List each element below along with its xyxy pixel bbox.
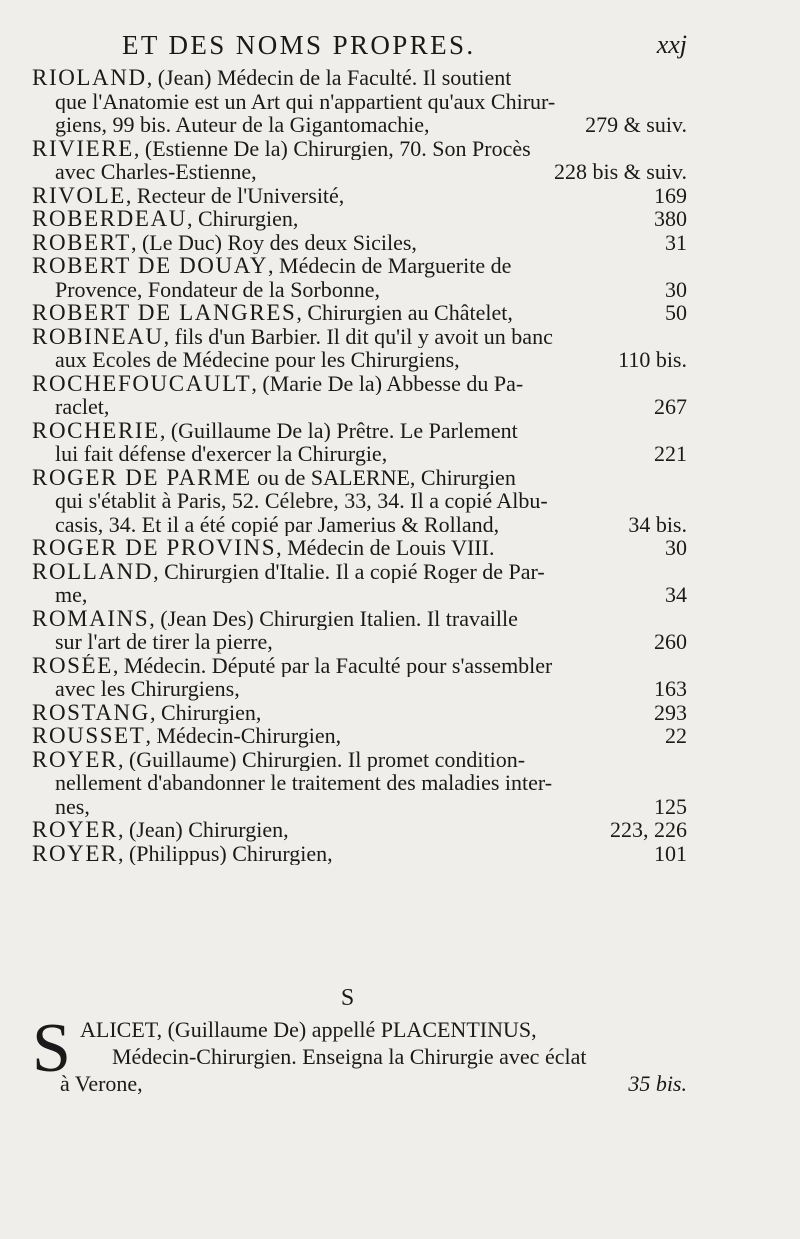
entry-text-group (32, 724, 341, 748)
page-reference: 34 bis. (628, 512, 687, 536)
entry-name: ROYER (32, 818, 118, 842)
entry-text: , Médecin de Louis VIII. (276, 536, 495, 560)
entry-text: Provence, Fondateur de la Sorbonne, (55, 277, 381, 301)
index-entry (32, 419, 687, 466)
entry-text-group (32, 818, 289, 842)
index-entry (32, 325, 687, 372)
page-reference: 110 bis. (618, 348, 687, 372)
index-entry (32, 607, 687, 654)
index-entry (32, 842, 687, 866)
page-reference: 279 & suiv. (585, 113, 687, 137)
entry-text-group (32, 701, 261, 725)
entry-text-group (55, 771, 552, 795)
entry-text-group (55, 90, 555, 114)
entry-name: ROGER DE PARME (32, 465, 252, 489)
entry-text: lui fait défense d'exercer la Chirurgie, (55, 442, 388, 466)
entry-text-group (32, 184, 344, 208)
entry-text: nes, (55, 794, 90, 818)
entry-text: , Chirurgien d'Italie. Il a copié Roger de Par- (153, 559, 545, 583)
entry-text: que l'Anatomie est un Art qui n'appartient qu'aux Chirur- (55, 89, 556, 113)
page-reference: 169 (654, 183, 687, 207)
entry-text: , Médecin. Député par la Faculté pour s'assembler (112, 653, 553, 677)
entry-name: RIVOLE (32, 183, 126, 207)
entry-name: ROCHERIE (32, 418, 160, 442)
entry-text: , (Marie De la) Abbesse du Pa- (251, 371, 524, 395)
index-entry (32, 818, 687, 842)
index-entry (32, 466, 687, 537)
entry-text-group (32, 748, 525, 772)
entry-text: aux Ecoles de Médecine pour les Chirurgiens, (55, 348, 460, 372)
entry-line (32, 184, 687, 208)
entry-line (32, 748, 687, 772)
entry-line (32, 90, 687, 114)
entry-line (32, 842, 687, 866)
page-number: xxj (656, 30, 687, 59)
entry-name: ROBERT DE DOUAY (32, 254, 269, 278)
entry-text: , Médecin-Chirurgien, (145, 724, 342, 748)
entry-text-group (55, 113, 430, 137)
entry-name: ROMAINS (32, 606, 150, 630)
entry-line (32, 466, 687, 490)
entry-text-group (32, 254, 511, 278)
entry-text: à Verone, (60, 1071, 143, 1096)
entry-text: , (Jean) Chirurgien, (117, 818, 289, 842)
entry-line (32, 724, 687, 748)
index-entry (32, 184, 687, 208)
entry-text: nellement d'abandonner le traitement des maladies inter- (55, 771, 553, 795)
index-entry (32, 372, 687, 419)
entry-line (32, 677, 687, 701)
entry-line (32, 560, 687, 584)
index-entry (32, 231, 687, 255)
entry-text: avec Charles-Estienne, (55, 160, 257, 184)
entry-text-group (32, 325, 553, 349)
entry-name: RIVIERE (32, 136, 134, 160)
entry-text: , (Jean Des) Chirurgien Italien. Il travaille (149, 606, 518, 630)
index-entry (32, 560, 687, 607)
entry-line (32, 207, 687, 231)
index-entry (32, 301, 687, 325)
page-reference: 30 (665, 536, 687, 560)
entry-line (112, 1045, 586, 1069)
entry-name: ROSTANG (32, 700, 150, 724)
entry-line (32, 701, 687, 725)
entry-name: ROBERDEAU (32, 207, 187, 231)
entry-line (32, 301, 687, 325)
index-entry (32, 137, 687, 184)
entry-line (32, 536, 687, 560)
entry-text: , fils d'un Barbier. Il dit qu'il y avoit un banc (163, 324, 553, 348)
entry-name: ROBERT DE LANGRES (32, 301, 297, 325)
page-reference: 34 (665, 583, 687, 607)
entry-line (32, 607, 687, 631)
entry-name: ROUSSET (32, 724, 146, 748)
entry-text: , Chirurgien, (149, 700, 262, 724)
entry-line (32, 442, 687, 466)
entry-line (32, 348, 687, 372)
entry-line (32, 489, 687, 513)
entry-text-group (32, 231, 417, 255)
entry-line (32, 795, 687, 819)
page-reference: 221 (654, 442, 687, 466)
page-reference: 22 (665, 724, 687, 748)
entry-text-group (32, 466, 516, 490)
entry-line (32, 654, 687, 678)
entry-text: , Recteur de l'Université, (125, 183, 345, 207)
entry-line (60, 1072, 687, 1096)
entry-text: , (Philippus) Chirurgien, (117, 841, 333, 865)
entry-text-group (32, 560, 545, 584)
entry-name: ROLLAND (32, 559, 154, 583)
page-reference: 30 (665, 277, 687, 301)
page-reference: 163 (654, 677, 687, 701)
entry-name: ROBINEAU (32, 324, 164, 348)
page-reference: 260 (654, 630, 687, 654)
entry-line (32, 113, 687, 137)
page-reference: 228 bis & suiv. (553, 160, 687, 184)
entry-name: ROYER (32, 841, 118, 865)
index-entry (32, 254, 687, 301)
entry-name: ROGER DE PROVINS (32, 536, 277, 560)
entry-text-group (55, 348, 460, 372)
section-heading: S (340, 985, 355, 1011)
entry-text: ALICET, (Guillaume De) appellé PLACENTINUS, (80, 1017, 537, 1042)
entry-line (32, 583, 687, 607)
entry-line (32, 137, 687, 161)
page-reference: 35 bis. (628, 1071, 687, 1096)
page-reference: 101 (654, 841, 687, 865)
drop-cap: S (32, 1010, 71, 1087)
page-reference: 293 (654, 700, 687, 724)
page-reference: 50 (665, 301, 687, 325)
entry-text: , (Guillaume) Chirurgien. Il promet condition- (117, 747, 526, 771)
entry-text: me, (55, 583, 88, 607)
entry-text: , Médecin de Marguerite de (268, 254, 512, 278)
page-reference: 31 (665, 230, 687, 254)
entry-text-group (32, 301, 513, 325)
entry-line (32, 231, 687, 255)
entry-text-group (55, 489, 548, 513)
entry-line (32, 395, 687, 419)
entry-text-group (32, 207, 298, 231)
page-reference: 267 (654, 395, 687, 419)
entry-line (80, 1018, 687, 1042)
entry-line (32, 419, 687, 443)
entry-text: , Chirurgien, (186, 207, 299, 231)
entry-line (32, 278, 687, 302)
index-entry (32, 724, 687, 748)
entry-text-group (55, 160, 257, 184)
entry-text-group (55, 442, 387, 466)
entry-text-group (32, 536, 494, 560)
entry-text: giens, 99 bis. Auteur de la Gigantomachie, (55, 113, 430, 137)
entry-name: ROCHEFOUCAULT (32, 371, 252, 395)
index-entry (32, 701, 687, 725)
entry-text-group (55, 513, 499, 537)
page-header (32, 30, 687, 68)
entry-text-group (55, 583, 87, 607)
entry-line (32, 818, 687, 842)
entry-line (32, 630, 687, 654)
index-entries (32, 66, 687, 865)
index-entry (32, 66, 687, 137)
entry-name: ROBERT (32, 230, 131, 254)
page-reference: 223, 226 (610, 818, 687, 842)
entry-line (32, 66, 687, 90)
index-entry (32, 207, 687, 231)
entry-text-group (55, 395, 109, 419)
entry-text: , (Le Duc) Roy des deux Siciles, (130, 230, 417, 254)
entry-name: ROYER (32, 747, 118, 771)
entry-text: , (Jean) Médecin de la Faculté. Il soutient (146, 66, 512, 90)
entry-text: Médecin-Chirurgien. Enseigna la Chirurgie avec éclat (112, 1044, 587, 1069)
page-reference: 380 (654, 207, 687, 231)
entry-name: RIOLAND (32, 66, 147, 90)
entry-text-group (32, 842, 333, 866)
index-entry (32, 536, 687, 560)
entry-text: ou de SALERNE, Chirurgien (251, 465, 516, 489)
entry-line (32, 372, 687, 396)
entry-text-group (32, 654, 552, 678)
index-entry (32, 748, 687, 819)
entry-text: , Chirurgien au Châtelet, (296, 301, 513, 325)
page-reference: 125 (654, 794, 687, 818)
entry-name: ROSÉE (32, 653, 113, 677)
index-entry (32, 654, 687, 701)
running-title: ET DES NOMS PROPRES. (122, 30, 476, 60)
entry-text: casis, 34. Et il a été copié par Jamerius & Rolland, (55, 512, 500, 536)
entry-text-group (55, 278, 380, 302)
entry-line (32, 160, 687, 184)
entry-line (32, 513, 687, 537)
entry-text: , (Guillaume De la) Prêtre. Le Parlement (159, 418, 518, 442)
entry-text-group (32, 607, 518, 631)
entry-line (32, 771, 687, 795)
entry-text: raclet, (55, 395, 110, 419)
entry-text-group (32, 66, 511, 90)
entry-text-group (32, 137, 531, 161)
entry-text-group (32, 372, 523, 396)
entry-text: avec les Chirurgiens, (55, 677, 240, 701)
entry-text-group (55, 630, 273, 654)
entry-text-group (55, 677, 240, 701)
entry-text: sur l'art de tirer la pierre, (55, 630, 273, 654)
entry-text: , (Estienne De la) Chirurgien, 70. Son Procès (133, 136, 531, 160)
entry-text: qui s'établit à Paris, 52. Célebre, 33, 34. Il a copié Albu- (55, 489, 548, 513)
entry-text-group (55, 795, 90, 819)
entry-line (32, 325, 687, 349)
entry-line (32, 254, 687, 278)
entry-text-group (32, 419, 518, 443)
